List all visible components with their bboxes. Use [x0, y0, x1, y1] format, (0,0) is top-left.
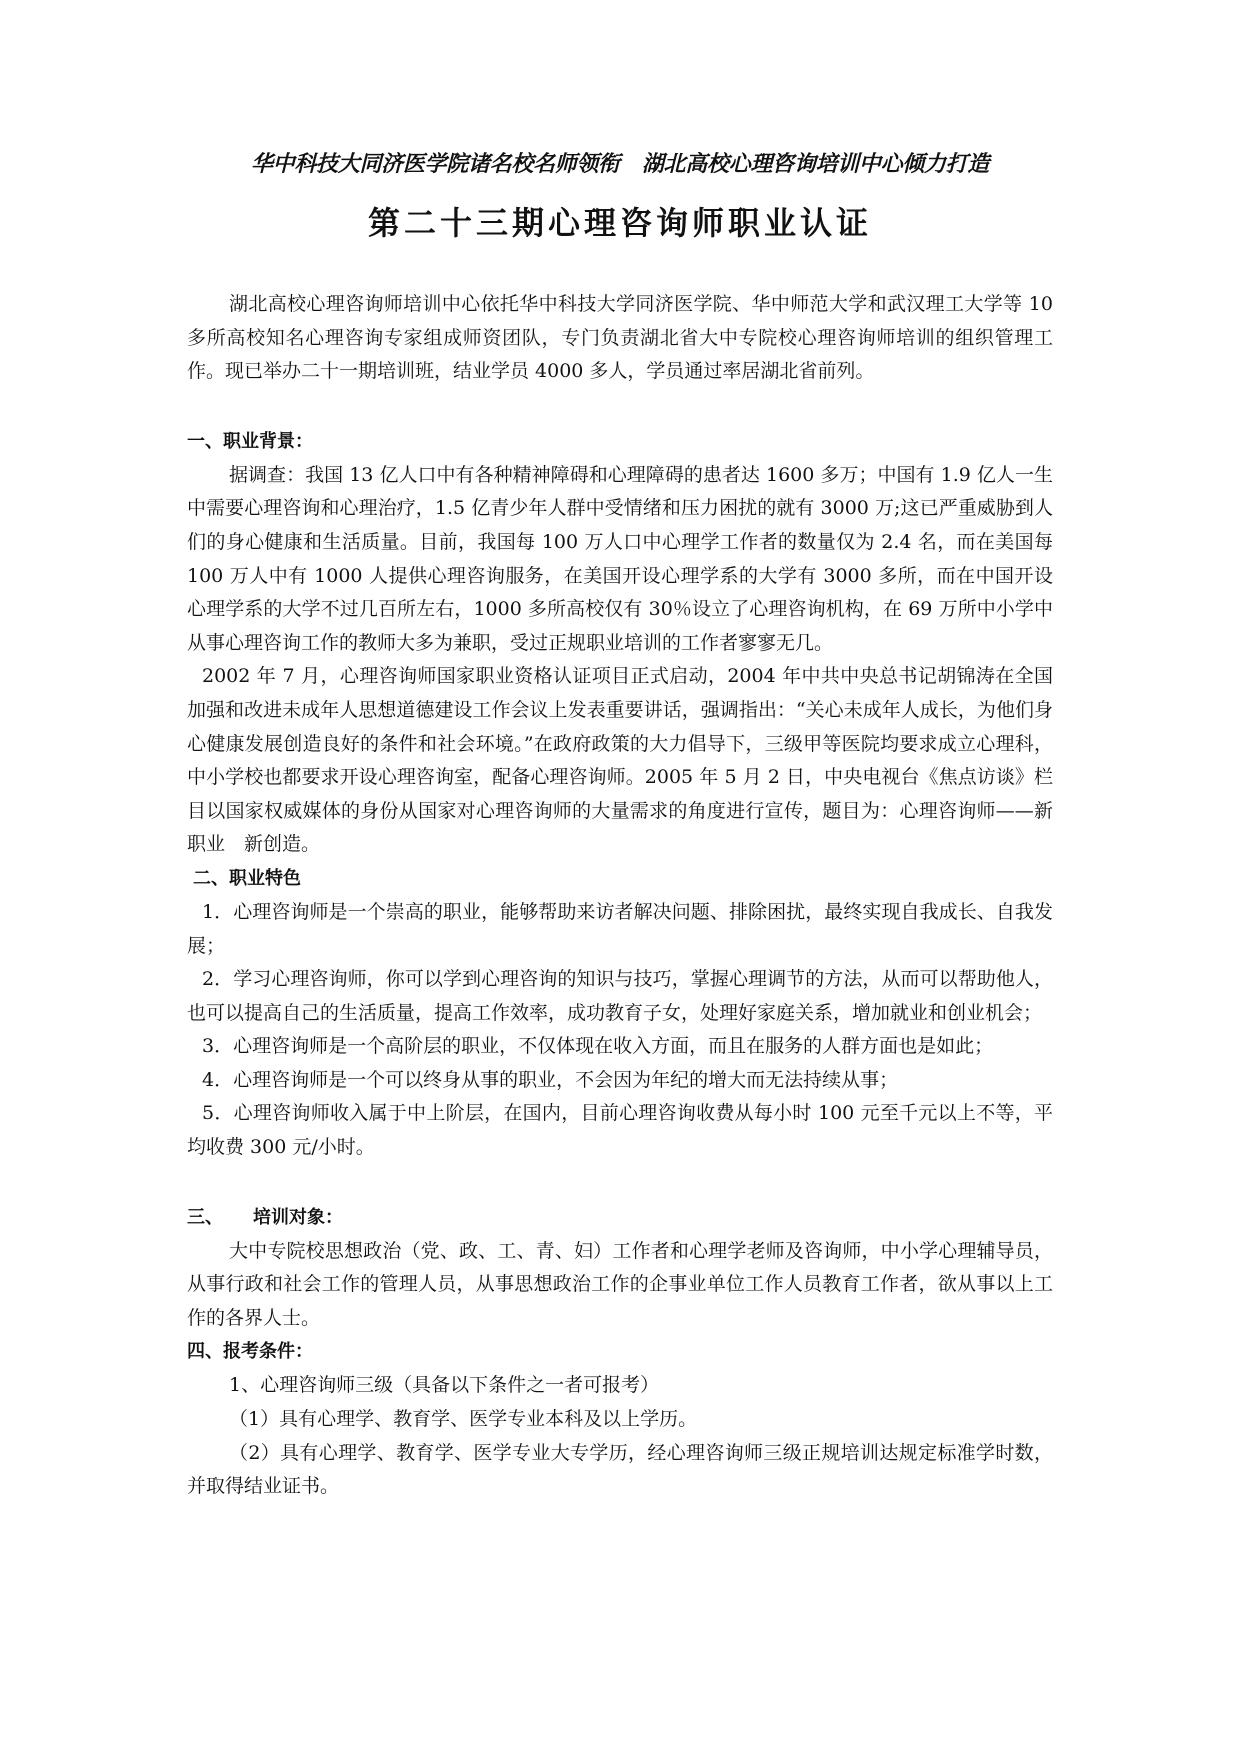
section2-heading: 二、职业特色 [193, 867, 301, 889]
section1-heading: 一、职业背景： [187, 430, 313, 452]
section4-condition-1: （1）具有心理学、教育学、医学专业本科及以上学历。 [229, 1408, 698, 1431]
header-subtitle-right: 湖北高校心理咨询培训中心倾力打造 [641, 152, 990, 177]
header-subtitle-left: 华中科技大同济医学院诸名校名师领衔 [250, 152, 620, 177]
intro-paragraph: 湖北高校心理咨询师培训中心依托华中科技大学同济医学院、华中师范大学和武汉理工大学等 10 多所高校知名心理咨询专家组成师资团队，专门负责湖北省大中专院校心理咨询师培训的组织管理工作。现已举办二十一期培训班，结业学员 4000 多人，学员通过率居湖北省前列。 [187, 293, 1053, 383]
section2-item-5: 5．心理咨询师收入属于中上阶层，在国内，目前心理咨询收费从每小时 100 元至千元以上不等，平均收费 300 元/小时。 [187, 1102, 1053, 1159]
section3-heading [187, 1201, 1053, 1235]
section1-paragraph-1: 据调查：我国 13 亿人口中有各种精神障碍和心理障碍的患者达 1600 多万；中国有 1.9 亿人一生中需要心理咨询和心理治疗，1.5 亿青少年人群中受情绪和压力困扰的就有 3000 万;这已严重威胁到人们的身心健康和生活质量。目前，我国每 100 万人口中心理学工作者的数量仅为 2.4 名，而在美国每 100 万人中有 1000 人提供心理咨询服务，在美国开设心理学系的大学有 3000 多所，而在中国开设心理学系的大学不过几百所左右，1000 多所高校仅有 30％设立了心理咨询机构，在 69 万所中小学中从事心理咨询工作的教师大多为兼职，受过正规职业培训的工作者寥寥无几。 [187, 463, 1053, 654]
page-title: 第二十三期心理咨询师职业认证 [367, 204, 872, 242]
section4-heading: 四、报考条件： [187, 1341, 313, 1363]
section3-heading-text: 培训对象： [253, 1206, 343, 1228]
document-content [187, 140, 1053, 1504]
header-subtitle [187, 148, 1053, 182]
section4-condition-2: （2）具有心理学、教育学、医学专业大专学历，经心理咨询师三级正规培训达规定标准学时数，并取得结业证书。 [187, 1441, 1053, 1498]
section2-item-2: 2．学习心理咨询师，你可以学到心理咨询的知识与技巧，掌握心理调节的方法，从而可以帮助他人，也可以提高自己的生活质量，提高工作效率，成功教育子女，处理好家庭关系，增加就业和创业机会； [187, 968, 1053, 1024]
section4-subheading: 1、心理咨询师三级（具备以下条件之一者可报考） [229, 1374, 660, 1397]
section2-item-1: 1．心理咨询师是一个崇高的职业，能够帮助来访者解决问题、排除困扰，最终实现自我成长、自我发展； [187, 900, 1053, 957]
section1-paragraph-2: 2002 年 7 月，心理咨询师国家职业资格认证项目正式启动，2004 年中共中央总书记胡锦涛在全国加强和改进未成年人思想道德建设工作会议上发表重要讲话，强调指出：“关心未成年人成长，为他们身心健康发展创造良好的条件和社会环境。”在政府政策的大力倡导下，三级甲等医院均要求成立心理科，中小学校也都要求开设心理咨询室，配备心理咨询师。2005 年 5 月 2 日，中央电视台《焦点访谈》栏目以国家权威媒体的身份从国家对心理咨询师的大量需求的角度进行宣传，题目为：心理咨询师——新职业 新创造。 [187, 665, 1053, 856]
section3-paragraph: 大中专院校思想政治（党、政、工、青、妇）工作者和心理学老师及咨询师，中小学心理辅导员，从事行政和社会工作的管理人员，从事思想政治工作的企事业单位工作人员教育工作者，欲从事以上工作的各界人士。 [187, 1239, 1053, 1329]
section3-heading-number: 三、 [187, 1206, 223, 1228]
section2-item-3: 3．心理咨询师是一个高阶层的职业，不仅体现在收入方面，而且在服务的人群方面也是如此； [202, 1035, 994, 1058]
section2-item-4: 4．心理咨询师是一个可以终身从事的职业，不会因为年纪的增大而无法持续从事； [202, 1068, 899, 1091]
